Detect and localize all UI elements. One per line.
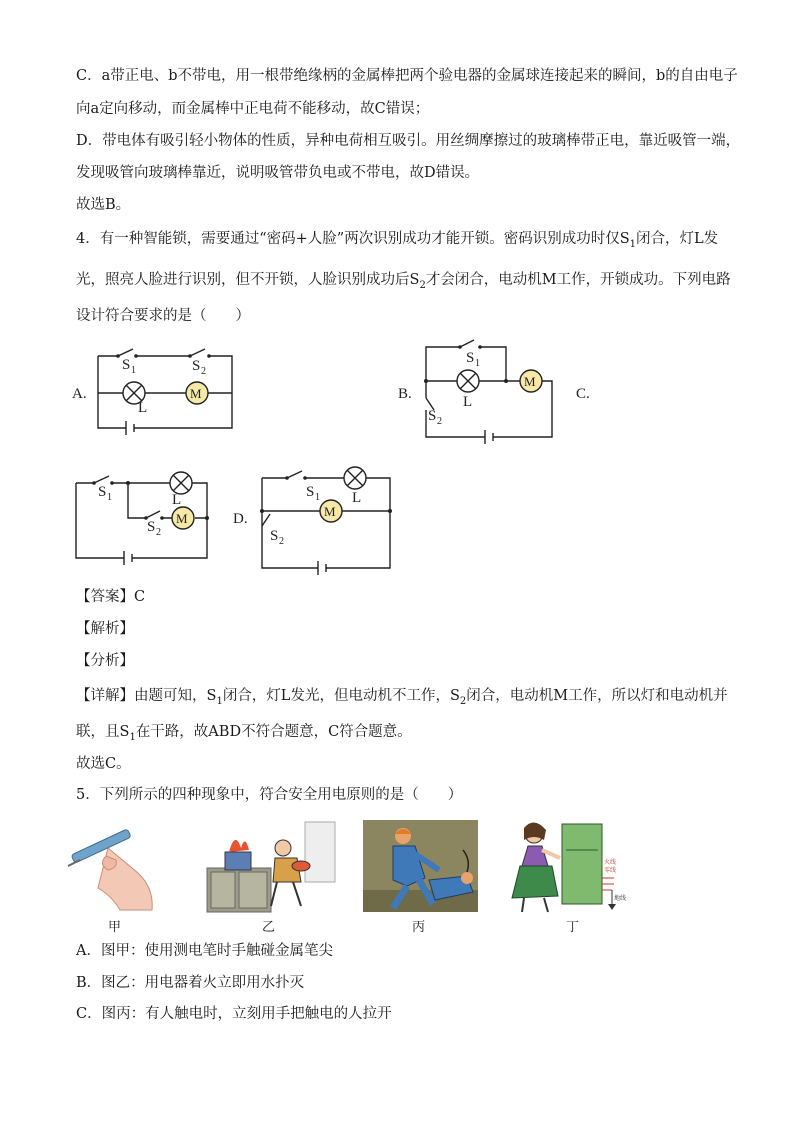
circuit-c	[76, 472, 209, 565]
svg-text:2: 2	[156, 527, 161, 538]
svg-text:M: M	[190, 386, 202, 401]
option-d-label: D.	[233, 511, 248, 527]
q4-analysis-subheading: 【分析】	[76, 653, 134, 669]
svg-text:S: S	[147, 519, 156, 535]
q5-stem: 5．下列所示的四种现象中，符合安全用电原则的是（ ）	[76, 787, 463, 803]
ding-label-neutral: 零线	[604, 868, 617, 874]
circuit-d	[233, 467, 392, 575]
svg-text:S: S	[428, 408, 437, 424]
circuit-a	[72, 349, 232, 435]
svg-text:S: S	[306, 484, 315, 500]
q4-stem-line1: 4．有一种智能锁，需要通过“密码+人脸”两次识别成功才能开锁。密码识别成功时仅$S_1$闭合，灯L发	[76, 231, 719, 250]
svg-text:L: L	[172, 492, 182, 508]
svg-text:M: M	[524, 374, 536, 389]
figure-ding-grounded-appliance	[504, 818, 627, 916]
figure-jia-test-pencil	[68, 818, 160, 912]
svg-text:S: S	[98, 484, 107, 500]
option-d-line1: D．带电体有吸引轻小物体的性质，异种电荷相互吸引。用丝绸摩擦过的玻璃棒带正电，靠近吸管一端，	[76, 133, 741, 149]
q4-detail-line1: 【详解】由题可知，$S_1$闭合，灯L发光，但电动机不工作，$S_2$闭合，电动机M工作，所以灯和电动机并	[76, 688, 728, 707]
caption-ding: 丁	[566, 920, 580, 935]
option-c-line2: 向a定向移动，而金属棒中正电荷不能移动，故C错误；	[76, 101, 430, 117]
option-b-label: B.	[398, 386, 412, 402]
q4-analysis-heading: 【解析】	[76, 621, 134, 637]
prev-answer-select: 故选B。	[76, 197, 131, 213]
svg-text:1: 1	[315, 492, 320, 503]
svg-text:L: L	[463, 394, 473, 410]
svg-text:M: M	[324, 504, 336, 519]
caption-jia: 甲	[108, 920, 122, 935]
svg-text:S: S	[192, 358, 201, 374]
figure-yi-appliance-fire	[205, 820, 337, 914]
caption-yi: 乙	[262, 920, 276, 935]
q4-stem-line2: 光，照亮人脸进行识别，但不开锁，人脸识别成功后$S_2$才会闭合，电动机M工作，开锁成功。下列电路	[76, 272, 731, 291]
svg-text:S: S	[122, 357, 131, 373]
figure-bing-electric-shock	[363, 820, 478, 912]
circuit-b	[398, 340, 590, 444]
svg-text:S: S	[466, 350, 475, 366]
svg-text:2: 2	[201, 366, 206, 377]
q4-detail-line2: 联，且$S_1$在干路，故ABD不符合题意，C符合题意。	[76, 724, 412, 743]
option-d-line2: 发现吸管向玻璃棒靠近，说明吸管带负电或不带电，故D错误。	[76, 165, 480, 181]
svg-text:1: 1	[475, 358, 480, 369]
svg-text:M: M	[176, 511, 188, 526]
q5-option-b: B．图乙：用电器着火立即用水扑灭	[76, 975, 305, 991]
svg-text:L: L	[352, 490, 362, 506]
ding-label-live: 火线	[604, 860, 617, 866]
svg-text:2: 2	[279, 536, 284, 547]
q4-answer: 【答案】C	[76, 589, 146, 605]
svg-text:L: L	[138, 400, 148, 416]
svg-text:1: 1	[107, 492, 112, 503]
svg-text:S: S	[270, 528, 279, 544]
option-c-line1: C．a带正电、b不带电，用一根带绝缘柄的金属棒把两个验电器的金属球连接起来的瞬间，b的自由电子	[76, 68, 738, 84]
option-c-label: C.	[576, 386, 590, 402]
q4-stem-line3: 设计符合要求的是（ ）	[76, 308, 250, 324]
option-a-label: A.	[72, 386, 87, 402]
svg-text:2: 2	[437, 416, 442, 427]
q5-option-c: C．图丙：有人触电时，立刻用手把触电的人拉开	[76, 1006, 392, 1022]
ding-label-ground: 地线	[614, 896, 627, 902]
caption-bing: 丙	[412, 920, 426, 935]
q5-option-a: A．图甲：使用测电笔时手触碰金属笔尖	[76, 943, 333, 959]
q4-select: 故选C。	[76, 756, 131, 772]
svg-text:1: 1	[131, 365, 136, 376]
